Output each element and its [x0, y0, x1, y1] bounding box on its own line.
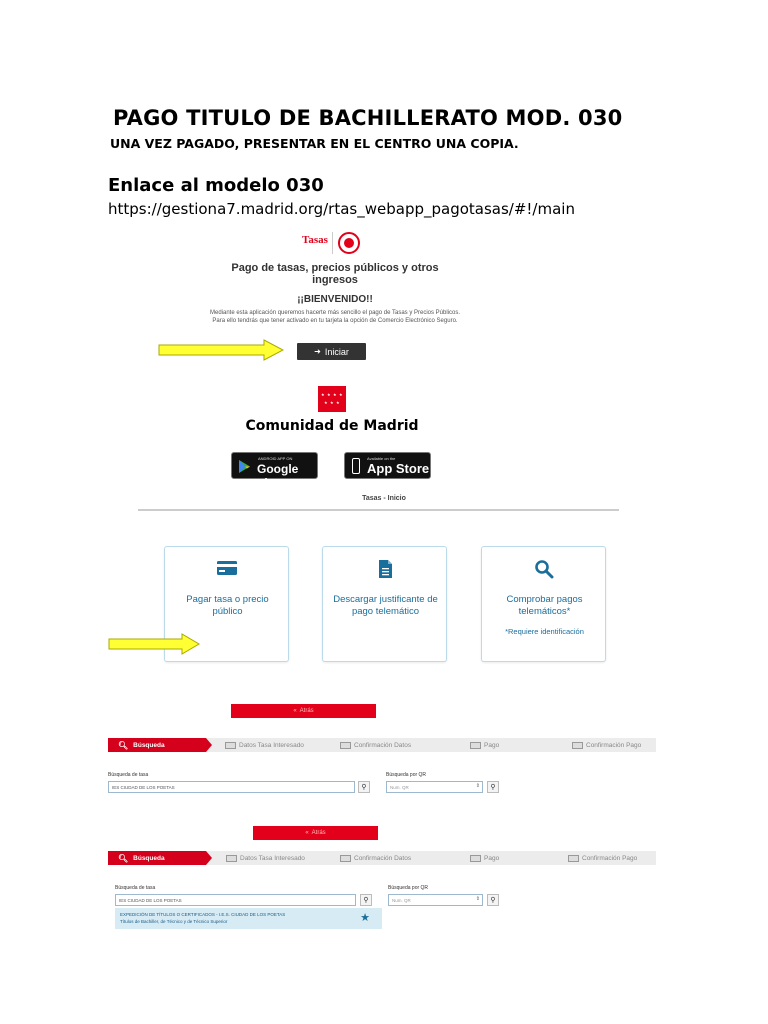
tasas-title: Pago de tasas, precios públicos y otros ingresos — [231, 262, 439, 286]
step-datos[interactable] — [225, 738, 304, 752]
sign-in-icon: ➜ — [314, 347, 321, 356]
breadcrumb: Tasas - Inicio — [362, 495, 406, 502]
search-icon — [482, 559, 605, 584]
card-label: Pagar tasa o precio público — [186, 594, 269, 617]
search-result-item[interactable] — [115, 908, 382, 929]
qr-input[interactable] — [388, 894, 483, 906]
step-label: Pago — [484, 854, 500, 862]
step-pago[interactable] — [470, 738, 499, 752]
step-tip — [206, 738, 212, 752]
search-icon: ⚲ — [361, 784, 367, 791]
google-play-small: ANDROID APP ON — [258, 456, 293, 461]
phone-icon — [352, 458, 360, 474]
search-button[interactable] — [358, 781, 370, 793]
step-tip — [206, 851, 212, 865]
app-store-badge[interactable] — [344, 452, 431, 479]
card-check-payments[interactable] — [481, 546, 606, 662]
qr-search-button[interactable] — [487, 781, 499, 793]
step-confirmacion-datos[interactable] — [340, 738, 411, 752]
search-input[interactable]: IES CIUDAD DE LOS POETAS — [115, 894, 356, 906]
spinner-icon[interactable]: ⇕ — [475, 896, 480, 902]
card-check-icon — [572, 742, 583, 749]
id-card-icon — [225, 742, 236, 749]
id-card-check-icon — [340, 855, 351, 862]
qr-placeholder: Num. QR — [390, 784, 409, 790]
step-label: Pago — [484, 741, 500, 749]
step-label: Confirmación Datos — [354, 854, 412, 862]
result-title: EXPEDICIÓN DE TÍTULOS O CERTIFICADOS - I.E.S. CIUDAD DE LOS POETAS — [120, 912, 286, 917]
step-bar — [108, 851, 656, 865]
step-bar — [108, 738, 656, 752]
back-button-label: Atrás — [311, 830, 326, 836]
credit-card-icon — [470, 742, 481, 749]
google-play-label: Google play — [257, 462, 299, 490]
google-play-icon — [238, 459, 251, 474]
madrid-seal-icon — [338, 232, 360, 254]
step-label: Confirmación Datos — [354, 741, 412, 749]
madrid-flag-icon: ★ ★ ★ ★ ★ ★ ★ — [318, 386, 346, 412]
step-label: Búsqueda — [133, 741, 165, 749]
app-store-label: App Store — [367, 461, 430, 476]
search-icon: ⚲ — [490, 784, 496, 791]
credit-card-icon — [165, 559, 288, 582]
logo-divider — [332, 232, 333, 254]
search-label: Búsqueda de tasa — [115, 885, 156, 891]
yellow-arrow-icon — [108, 633, 200, 655]
document-subtitle: UNA VEZ PAGADO, PRESENTAR EN EL CENTRO UNA COPIA. — [110, 136, 519, 151]
google-play-badge[interactable] — [231, 452, 318, 490]
step-confirmacion-pago[interactable] — [572, 738, 641, 752]
card-label: Comprobar pagos telemáticos* — [506, 594, 583, 617]
qr-placeholder: Num. QR — [392, 897, 411, 903]
card-check-icon — [568, 855, 579, 862]
back-button[interactable] — [231, 704, 376, 718]
back-button[interactable] — [253, 826, 378, 840]
id-card-icon — [226, 855, 237, 862]
search-icon: ⚲ — [363, 897, 369, 904]
tasas-logo-text: Tasas — [302, 234, 328, 246]
start-button-label: Iniciar — [324, 346, 349, 357]
double-chevron-left-icon: « — [305, 830, 309, 836]
search-icon: 🔍︎ — [118, 853, 129, 863]
divider — [138, 509, 619, 511]
star-icon[interactable]: ★ — [360, 912, 370, 924]
step-label: Confirmación Pago — [582, 854, 638, 862]
step-label: Datos Tasa Interesado — [239, 741, 304, 749]
step-confirmacion-datos[interactable] — [340, 851, 411, 865]
document-icon — [323, 559, 446, 584]
id-card-check-icon — [340, 742, 351, 749]
credit-card-icon — [470, 855, 481, 862]
step-label: Búsqueda — [133, 854, 165, 862]
qr-search-button[interactable] — [487, 894, 499, 906]
search-icon: 🔍︎ — [118, 740, 129, 750]
qr-label: Búsqueda por QR — [386, 772, 427, 778]
step-label: Datos Tasa Interesado — [240, 854, 305, 862]
card-note: *Requiere identificación — [505, 627, 584, 636]
step-busqueda[interactable] — [108, 738, 206, 752]
tasas-logo — [302, 232, 366, 256]
spinner-icon[interactable]: ⇕ — [475, 783, 480, 789]
qr-input[interactable] — [386, 781, 483, 793]
step-busqueda[interactable] — [108, 851, 206, 865]
welcome-description: Mediante esta aplicación queremos hacerte más sencillo el pago de Tasas y Precios Públicos. Para ello tendrás que tener activado en tu tarjeta la opción de Comercio Electrónico Seguro. — [209, 310, 461, 324]
search-button[interactable] — [360, 894, 372, 906]
back-button-label: Atrás — [299, 708, 314, 714]
search-icon: ⚲ — [490, 897, 496, 904]
qr-label: Búsqueda por QR — [388, 885, 429, 891]
start-button[interactable] — [297, 343, 366, 360]
comunidad-madrid-name: Comunidad de Madrid — [245, 418, 419, 434]
step-datos[interactable] — [226, 851, 305, 865]
document-title: PAGO TITULO DE BACHILLERATO MOD. 030 — [113, 106, 623, 130]
step-pago[interactable] — [470, 851, 499, 865]
app-store-small: Available on the — [367, 456, 396, 461]
double-chevron-left-icon: « — [293, 708, 297, 714]
step-label: Confirmación Pago — [586, 741, 642, 749]
link-heading: Enlace al modelo 030 — [108, 175, 324, 196]
card-download-receipt[interactable] — [322, 546, 447, 662]
yellow-arrow-icon — [158, 339, 284, 361]
link-url[interactable]: https://gestiona7.madrid.org/rtas_webapp_pagotasas/#!/main — [108, 200, 575, 218]
result-subtitle: Títulos de Bachiller, de Técnico y de Técnico Superior — [120, 919, 228, 924]
search-label: Búsqueda de tasa — [108, 772, 149, 778]
search-input[interactable]: IES CIUDAD DE LOS POETAS — [108, 781, 355, 793]
card-label: Descargar justificante de pago telemático — [333, 594, 438, 617]
step-confirmacion-pago[interactable] — [568, 851, 637, 865]
welcome-heading: ¡¡BIENVENIDO!! — [297, 294, 373, 305]
